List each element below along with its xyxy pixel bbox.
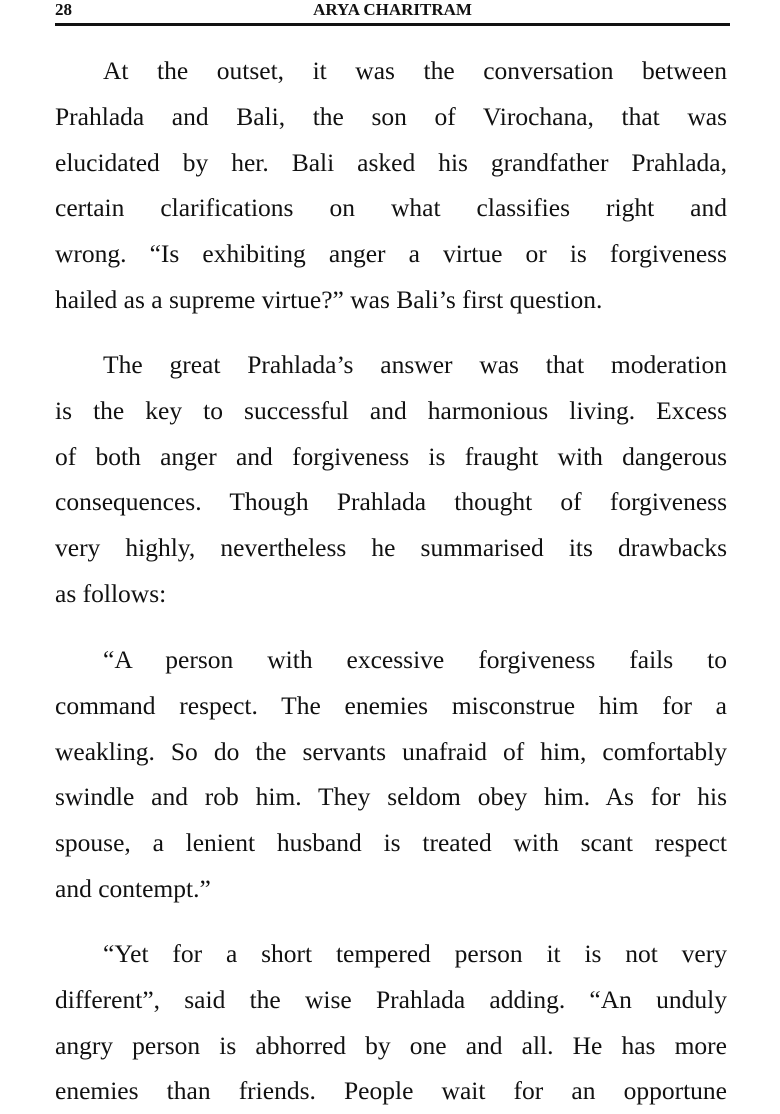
- text-line: angry person is abhorred by one and all. He has more: [55, 1030, 727, 1060]
- page-number: 28: [55, 0, 72, 19]
- paragraph: [55, 48, 727, 323]
- text-line: certain clarifications on what classifies right and: [55, 193, 727, 223]
- text-line: very highly, nevertheless he summarised its drawbacks: [55, 533, 727, 563]
- paragraph: [55, 637, 727, 912]
- text-line: hailed as a supreme virtue?” was Bali’s first question.: [55, 284, 603, 314]
- text-line: of both anger and forgiveness is fraught with dangerous: [55, 441, 727, 471]
- text-line: Prahlada and Bali, the son of Virochana, that was: [55, 101, 727, 131]
- text-line: is the key to successful and harmonious living. Excess: [55, 395, 727, 425]
- text-line: and contempt.”: [55, 873, 211, 903]
- text-line: weakling. So do the servants unafraid of him, comfortably: [55, 736, 727, 766]
- header-rule: [55, 23, 730, 26]
- running-head: ARYA CHARITRAM: [313, 0, 472, 19]
- text-line: enemies than friends. People wait for an opportune: [55, 1076, 727, 1106]
- text-line: “A person with excessive forgiveness fails to: [103, 645, 727, 674]
- text-line: different”, said the wise Prahlada adding. “An unduly: [55, 984, 727, 1014]
- paragraph: [55, 931, 727, 1114]
- text-line: wrong. “Is exhibiting anger a virtue or is forgiveness: [55, 239, 727, 269]
- text-line: consequences. Though Prahlada thought of forgiveness: [55, 487, 727, 517]
- text-line: spouse, a lenient husband is treated with scant respect: [55, 828, 727, 858]
- text-line: as follows:: [55, 578, 167, 608]
- text-line: swindle and rob him. They seldom obey him. As for his: [55, 782, 727, 812]
- text-line: At the outset, it was the conversation between: [103, 56, 727, 85]
- paragraph: [55, 342, 727, 617]
- text-line: command respect. The enemies misconstrue him for a: [55, 690, 727, 720]
- text-line: elucidated by her. Bali asked his grandfather Prahlada,: [55, 147, 727, 177]
- text-line: The great Prahlada’s answer was that moderation: [103, 350, 727, 379]
- text-line: “Yet for a short tempered person it is not very: [103, 939, 727, 968]
